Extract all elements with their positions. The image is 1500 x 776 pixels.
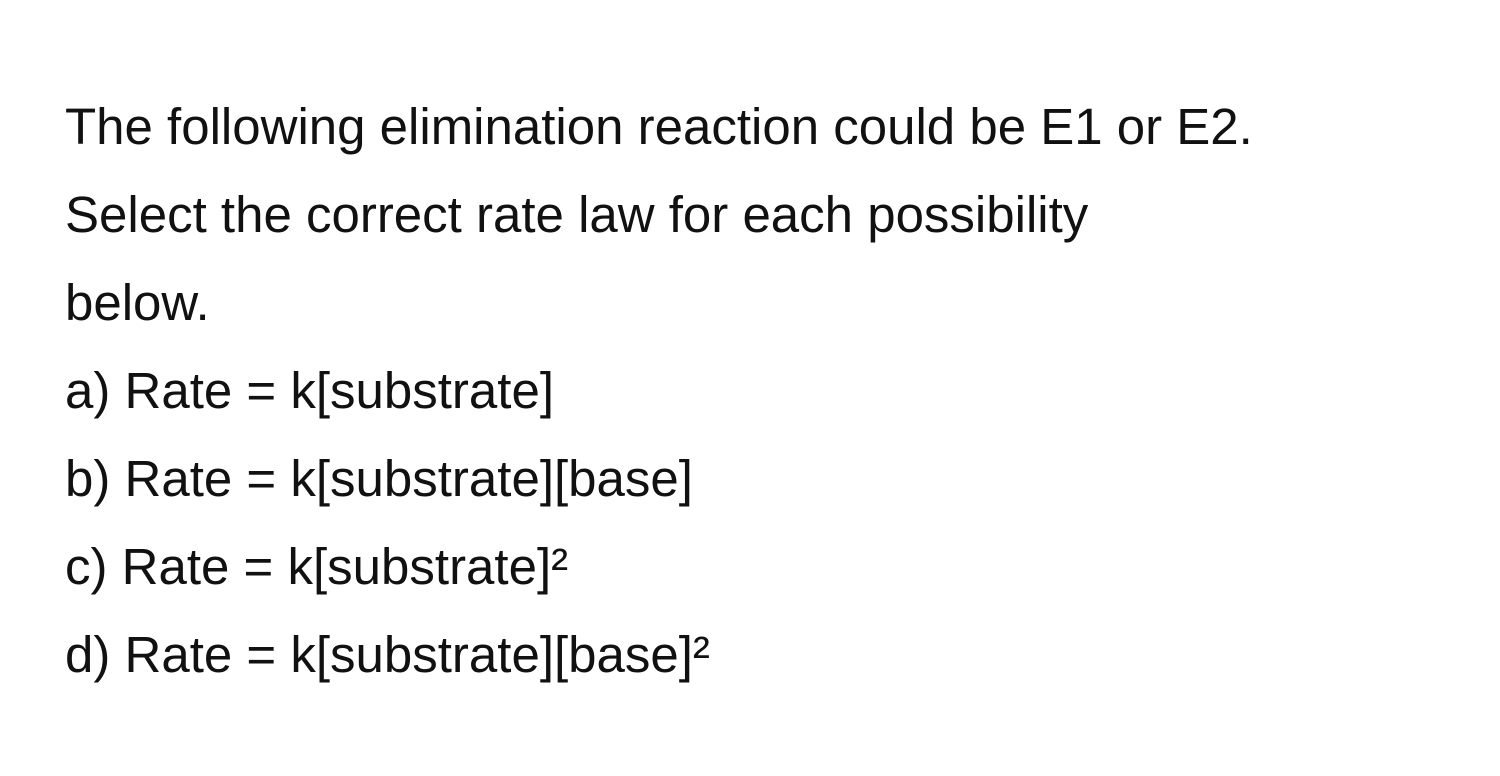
option-a: a) Rate = k[substrate] [65, 362, 554, 419]
option-d: d) Rate = k[substrate][base]² [65, 626, 710, 683]
question-line-2: Select the correct rate law for each possibility [65, 186, 1089, 243]
question-line-3: below. [65, 274, 210, 331]
question-line-1: The following elimination reaction could be E1 or E2. [65, 98, 1253, 155]
question-document [65, 83, 1485, 699]
option-b: b) Rate = k[substrate][base] [65, 450, 693, 507]
option-c: c) Rate = k[substrate]² [65, 538, 569, 595]
